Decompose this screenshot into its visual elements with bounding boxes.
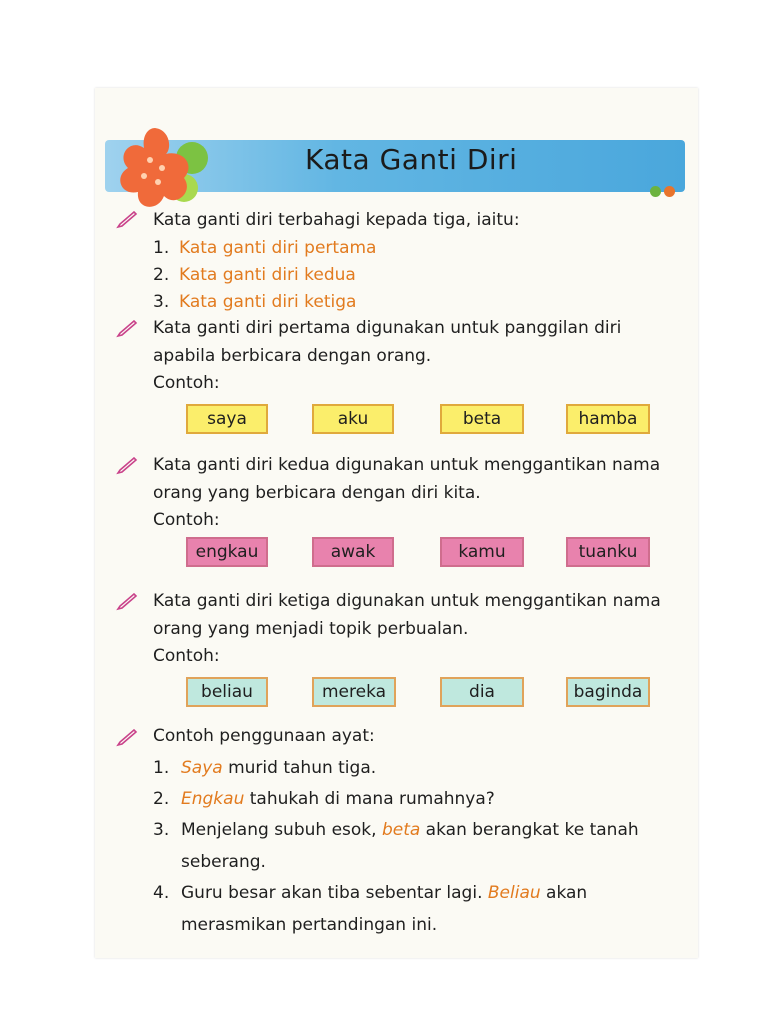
section-line: Kata ganti diri kedua digunakan untuk menggantikan nama (153, 455, 661, 475)
pencil-icon (116, 320, 138, 338)
example-highlight: Beliau (487, 883, 541, 903)
word-box: beta (440, 404, 524, 434)
example-number: 3. (153, 820, 170, 840)
section-line: orang yang menjadi topik perbualan. (153, 619, 469, 639)
word-box: awak (312, 537, 394, 567)
pencil-icon (116, 211, 138, 229)
example-sentence (181, 754, 376, 782)
type-number: 1. (153, 238, 170, 258)
pencil-icon (116, 457, 138, 475)
contoh-label: Contoh: (153, 646, 220, 666)
example-number: 4. (153, 883, 170, 903)
example-sentence (181, 785, 495, 813)
example-continuation: merasmikan pertandingan ini. (181, 915, 438, 935)
word-box: mereka (312, 677, 396, 707)
section-line: orang yang berbicara dengan diri kita. (153, 483, 481, 503)
example-number: 2. (153, 789, 170, 809)
example-rest: tahukah di mana rumahnya? (244, 789, 495, 809)
section-line: apabila berbicara dengan orang. (153, 346, 432, 366)
contoh-label: Contoh: (153, 373, 220, 393)
section-line: Kata ganti diri pertama digunakan untuk panggilan diri (153, 318, 622, 338)
example-number: 1. (153, 758, 170, 778)
type-label: Kata ganti diri kedua (179, 265, 356, 285)
example-sentence (181, 816, 639, 844)
examples-heading: Contoh penggunaan ayat: (153, 726, 375, 746)
intro-text: Kata ganti diri terbahagi kepada tiga, iaitu: (153, 210, 520, 230)
example-rest: murid tahun tiga. (222, 758, 377, 778)
example-rest: akan berangkat ke tanah (420, 820, 639, 840)
decorative-dots-icon (650, 182, 678, 201)
page-title: Kata Ganti Diri (305, 143, 518, 176)
contoh-label: Contoh: (153, 510, 220, 530)
word-box: engkau (186, 537, 268, 567)
pencil-icon (116, 729, 138, 747)
word-box: beliau (186, 677, 268, 707)
example-highlight: beta (381, 820, 421, 840)
word-box: aku (312, 404, 394, 434)
type-label: Kata ganti diri ketiga (179, 292, 357, 312)
type-number: 2. (153, 265, 170, 285)
word-box: hamba (566, 404, 650, 434)
section-line: Kata ganti diri ketiga digunakan untuk menggantikan nama (153, 591, 661, 611)
example-highlight: Saya (181, 758, 223, 778)
flower-decoration-icon (110, 120, 210, 220)
pencil-icon (116, 593, 138, 611)
word-box: baginda (566, 677, 650, 707)
word-box: saya (186, 404, 268, 434)
example-highlight: Engkau (181, 789, 245, 809)
type-label: Kata ganti diri pertama (179, 238, 377, 258)
example-continuation: seberang. (181, 852, 266, 872)
example-pre: Menjelang subuh esok, (181, 820, 382, 840)
example-rest: akan (540, 883, 588, 903)
type-number: 3. (153, 292, 170, 312)
word-box: kamu (440, 537, 524, 567)
example-pre: Guru besar akan tiba sebentar lagi. (181, 883, 488, 903)
word-box: tuanku (566, 537, 650, 567)
word-box: dia (440, 677, 524, 707)
example-sentence (181, 879, 587, 907)
